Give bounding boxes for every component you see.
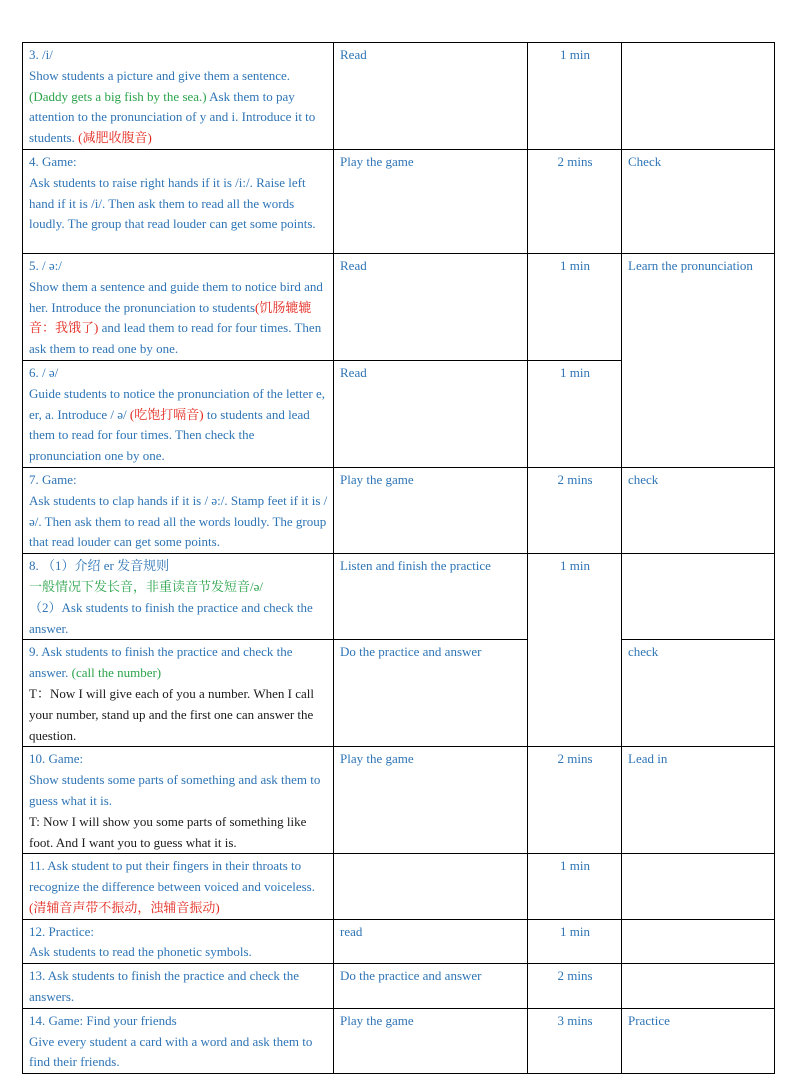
step-description: （2）Ask students to finish the practice and check the answer. bbox=[29, 599, 313, 636]
lesson-plan-table bbox=[22, 42, 775, 1074]
purpose-cell: Learn the pronunciation bbox=[622, 253, 775, 467]
step-cell bbox=[23, 554, 334, 640]
time-cell: 2 mins bbox=[528, 964, 622, 1009]
activity-cell: Read bbox=[334, 253, 528, 360]
step-description-cont: to students and lead them to read for four times. Then check the pronunciation one by one. bbox=[29, 406, 310, 464]
activity-cell: Do the practice and answer bbox=[334, 640, 528, 747]
purpose-cell: check bbox=[622, 467, 775, 553]
time-cell: 1 min bbox=[528, 43, 622, 150]
activity-cell: Play the game bbox=[334, 149, 528, 253]
table-row bbox=[23, 467, 775, 553]
table-row bbox=[23, 854, 775, 919]
activity-cell: read bbox=[334, 919, 528, 964]
activity-cell: Play the game bbox=[334, 747, 528, 854]
purpose-cell bbox=[622, 854, 775, 919]
step-cell bbox=[23, 467, 334, 553]
step-cell bbox=[23, 854, 334, 919]
table-row bbox=[23, 43, 775, 150]
step-description-cont: and lead them to read for four times. Then ask them to read one by one. bbox=[29, 320, 322, 357]
activity-cell bbox=[334, 854, 528, 919]
activity-cell: Do the practice and answer bbox=[334, 964, 528, 1009]
step-title: 9. Ask students to finish the practice and check the answer. bbox=[29, 644, 293, 681]
purpose-cell bbox=[622, 554, 775, 640]
step-description: Ask students to read the phonetic symbols. bbox=[29, 944, 252, 960]
activity-cell: Read bbox=[334, 360, 528, 467]
table-row bbox=[23, 964, 775, 1009]
time-cell: 2 mins bbox=[528, 467, 622, 553]
step-title: 6. / ə/ bbox=[29, 364, 59, 380]
time-cell: 1 min bbox=[528, 554, 622, 747]
activity-cell: Listen and finish the practice bbox=[334, 554, 528, 640]
table-row bbox=[23, 747, 775, 854]
teacher-script: T：Now I will give each of you a number. When I call your number, stand up and the first one can answer the question. bbox=[29, 685, 314, 743]
step-cell bbox=[23, 149, 334, 253]
step-description: Show them a sentence and guide them to notice bird and her. Introduce the pronunciation to students bbox=[29, 278, 323, 315]
chinese-note: (清辅音声带不振动，浊辅音振动) bbox=[29, 899, 220, 915]
step-title: 8. （1）介绍 er 发音规则 bbox=[29, 558, 170, 574]
step-cell bbox=[23, 360, 334, 467]
step-title: 4. Game: bbox=[29, 153, 77, 169]
table-row bbox=[23, 640, 775, 747]
activity-cell: Play the game bbox=[334, 1008, 528, 1073]
chinese-note: (吃饱打嗝音) bbox=[129, 406, 204, 422]
step-title: 5. / ə:/ bbox=[29, 257, 62, 273]
step-description-cont: Ask them to pay attention to the pronunciation of y and i. Introduce it to students. bbox=[29, 88, 316, 146]
step-description: Show students a picture and give them a sentence. bbox=[29, 67, 291, 83]
step-description: 13. Ask students to finish the practice and check the answers. bbox=[29, 968, 300, 1005]
time-cell: 1 min bbox=[528, 854, 622, 919]
purpose-cell bbox=[622, 964, 775, 1009]
table-row bbox=[23, 554, 775, 640]
step-title: 10. Game: bbox=[29, 751, 84, 767]
chinese-note: (饥肠辘辘音：我饿了) bbox=[29, 299, 312, 336]
step-cell bbox=[23, 1008, 334, 1073]
purpose-cell bbox=[622, 43, 775, 150]
purpose-cell: Practice bbox=[622, 1008, 775, 1073]
step-description: Guide students to notice the pronunciation of the letter e, er, a. Introduce / ə/ bbox=[29, 385, 326, 422]
teacher-script: T: Now I will show you some parts of something like foot. And I want you to guess what it is. bbox=[29, 813, 307, 850]
time-cell: 1 min bbox=[528, 253, 622, 360]
table-row bbox=[23, 1008, 775, 1073]
step-note: (call the number) bbox=[71, 665, 162, 681]
time-cell: 1 min bbox=[528, 919, 622, 964]
step-title: 7. Game: bbox=[29, 471, 77, 487]
chinese-note: (减肥收腹音) bbox=[78, 130, 152, 146]
rule-note: 一般情况下发长音，非重读音节发短音/ə/ bbox=[29, 578, 263, 594]
time-cell: 3 mins bbox=[528, 1008, 622, 1073]
step-description: Ask students to raise right hands if it is /i:/. Raise left hand if it is /i/. Then ask them to read all the words loudly. The group that read louder can get some points. bbox=[29, 174, 316, 232]
step-title: 14. Game: Find your friends bbox=[29, 1012, 177, 1028]
step-cell bbox=[23, 640, 334, 747]
step-description: Give every student a card with a word and ask them to find their friends. bbox=[29, 1033, 313, 1070]
time-cell: 2 mins bbox=[528, 149, 622, 253]
step-cell bbox=[23, 43, 334, 150]
step-cell bbox=[23, 964, 334, 1009]
activity-cell: Read bbox=[334, 43, 528, 150]
step-cell bbox=[23, 253, 334, 360]
step-title: 3. /i/ bbox=[29, 47, 53, 62]
table-row bbox=[23, 149, 775, 253]
step-description: 11. Ask student to put their fingers in their throats to recognize the difference between voiced and voiceless. bbox=[29, 858, 315, 895]
time-cell: 1 min bbox=[528, 360, 622, 467]
purpose-cell bbox=[622, 919, 775, 964]
step-cell bbox=[23, 919, 334, 964]
step-description: Show students some parts of something and ask them to guess what it is. bbox=[29, 772, 321, 808]
purpose-cell: Check bbox=[622, 149, 775, 253]
purpose-cell: Lead in bbox=[622, 747, 775, 854]
step-cell bbox=[23, 747, 334, 854]
activity-cell: Play the game bbox=[334, 467, 528, 553]
example-sentence: (Daddy gets a big fish by the sea.) bbox=[29, 88, 207, 104]
time-cell: 2 mins bbox=[528, 747, 622, 854]
step-title: 12. Practice: bbox=[29, 923, 94, 939]
table-row bbox=[23, 919, 775, 964]
purpose-cell: check bbox=[622, 640, 775, 747]
step-description: Ask students to clap hands if it is / ə:/. Stamp feet if it is / ə/. Then ask them to read all the words loudly. The group that read louder can get some points. bbox=[29, 492, 328, 550]
table-row bbox=[23, 253, 775, 360]
